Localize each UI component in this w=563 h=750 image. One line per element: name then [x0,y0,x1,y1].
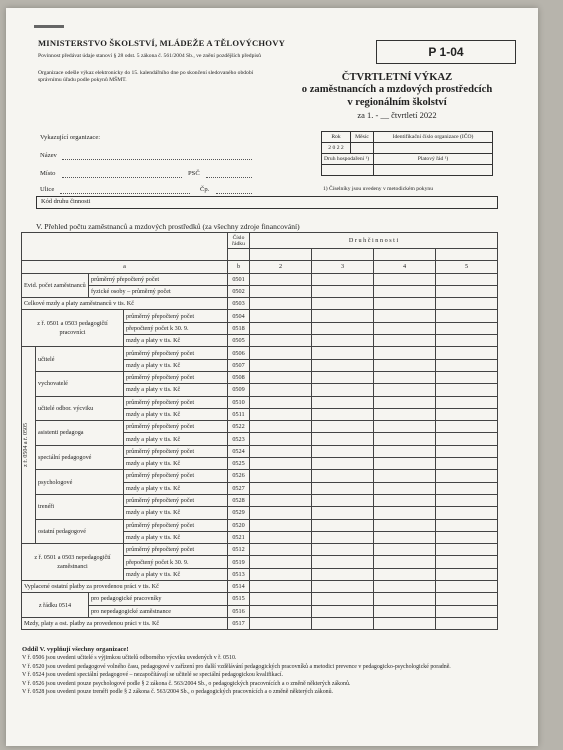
legal-note: Povinnost předávat údaje stanoví § 28 odst. 5 zákona č. 561/2004 Sb., ve znění pozdějších předpisů [38,53,261,59]
row-number: 0529 [228,507,250,519]
value-cell[interactable] [436,605,498,617]
value-cell[interactable] [312,531,374,543]
cp-label: Čp. [200,186,210,193]
value-cell[interactable] [250,359,312,371]
row-number: 0521 [228,531,250,543]
row-label: průměrný přepočtený počet [124,544,228,556]
staff-table [21,232,498,630]
table-row [22,233,498,249]
value-cell[interactable] [250,335,312,347]
row-label: mzdy a platy v tis. Kč [124,433,228,445]
value-cell[interactable] [250,445,312,457]
value-cell[interactable] [250,617,312,629]
col-header-number: Číslo řádku [228,233,250,249]
value-cell[interactable] [436,556,498,568]
row-number: 0515 [228,593,250,605]
row-label: průměrný přepočtený počet [124,519,228,531]
col-header-activity: D r u h č i n n o s t i [250,233,498,249]
value-cell[interactable] [374,544,436,556]
value-cell[interactable] [374,359,436,371]
row-label: průměrný přepočtený počet [124,396,228,408]
value-cell[interactable] [374,347,436,359]
value-cell[interactable] [250,298,312,310]
group-label: psychologové [36,470,124,495]
form-title: ČTVRTLETNÍ VÝKAZ [341,72,453,83]
table-row [22,285,498,297]
row-label: pro pedagogické pracovníky [89,593,228,605]
value-cell[interactable] [436,445,498,457]
value-cell[interactable] [312,568,374,580]
row-label: Mzdy, platy a ost. platby za provedenou práci v tis. Kč [22,617,228,629]
table-row [22,421,498,433]
footer-note-line: V ř. 0506 jsou uvedeni učitelé s výjimkou učitelů odborného výcviku uvedených v ř. 0510. [22,655,237,662]
value-cell[interactable] [374,396,436,408]
value-cell[interactable] [312,593,374,605]
value-cell[interactable] [250,384,312,396]
ico-value[interactable] [374,143,493,154]
value-cell[interactable] [250,408,312,420]
value-cell[interactable] [312,371,374,383]
footer-heading: Oddíl V. vyplňují všechny organizace! [22,646,129,653]
value-cell[interactable] [312,470,374,482]
name-field[interactable] [62,159,252,160]
value-cell[interactable] [250,531,312,543]
row-number: 0502 [228,285,250,297]
value-cell[interactable] [250,556,312,568]
row-label: mzdy a platy v tis. Kč [124,408,228,420]
row-label: průměrný přepočtený počet [124,421,228,433]
value-cell[interactable] [312,519,374,531]
row-label: pro nepedagogické zaměstnance [89,605,228,617]
value-cell[interactable] [250,593,312,605]
value-cell[interactable] [374,273,436,285]
form-subtitle: o zaměstnancích a mzdových prostředcích [301,84,493,95]
value-cell[interactable] [374,458,436,470]
col-header-sub [436,249,498,261]
cp-field[interactable] [216,193,252,194]
value-cell[interactable] [250,273,312,285]
value-cell[interactable] [374,285,436,297]
row-number: 0519 [228,556,250,568]
col-label-4: 4 [374,261,436,273]
table-row [22,371,498,383]
table-row [22,605,498,617]
row-label: mzdy a platy v tis. Kč [124,384,228,396]
value-cell[interactable] [374,445,436,457]
value-cell[interactable] [312,433,374,445]
value-cell[interactable] [436,322,498,334]
footer-note-line: V ř. 0526 jsou uvedeni pouze psychologové podle § 2 zákona č. 563/2004 Sb., o pedagogických pracovnících a o změně některých zákonů. [22,680,351,687]
value-cell[interactable] [312,310,374,322]
row-label: průměrný přepočtený počet [89,273,228,285]
platovy-rad-value[interactable] [374,165,493,176]
value-cell[interactable] [436,544,498,556]
row-label: mzdy a platy v tis. Kč [124,458,228,470]
id-table [321,131,493,176]
value-cell[interactable] [374,593,436,605]
row-label: mzdy a platy v tis. Kč [124,507,228,519]
row-label: průměrný přepočtený počet [124,445,228,457]
value-cell[interactable] [312,556,374,568]
psc-label: PSČ [188,170,200,177]
place-label: Místo [40,170,56,177]
value-cell[interactable] [250,310,312,322]
row-label: mzdy a platy v tis. Kč [124,568,228,580]
value-cell[interactable] [436,494,498,506]
table-row [22,445,498,457]
psc-field[interactable] [206,177,252,178]
ministry-name: MINISTERSTVO ŠKOLSTVÍ, MLÁDEŽE A TĚLOVÝCHOVY [38,38,286,48]
submission-note: Organizace odešle výkaz elektronicky do 15. kalendářního dne po skončení sledovaného období správnímu úřadu podle pokynů MŠMT. [38,70,254,83]
value-cell[interactable] [312,335,374,347]
value-cell[interactable] [374,322,436,334]
value-cell[interactable] [436,507,498,519]
row-number: 0508 [228,371,250,383]
row-label: přepočtený počet k 30. 9. [124,556,228,568]
vertical-label [22,347,36,544]
value-cell[interactable] [374,568,436,580]
row-number: 0522 [228,421,250,433]
row-number: 0525 [228,458,250,470]
row-number: 0504 [228,310,250,322]
col-header-sub [250,249,312,261]
value-cell[interactable] [250,519,312,531]
row-number: 0516 [228,605,250,617]
value-cell[interactable] [312,384,374,396]
value-cell[interactable] [250,482,312,494]
row-number: 0503 [228,298,250,310]
row-label: mzdy a platy v tis. Kč [124,335,228,347]
table-row [22,470,498,482]
group-label: asistenti pedagoga [36,421,124,446]
value-cell[interactable] [374,605,436,617]
value-cell[interactable] [374,384,436,396]
value-cell[interactable] [250,433,312,445]
ico-header: Identifikační číslo organizace (IČO) [374,132,493,143]
month-value[interactable] [351,143,374,154]
value-cell[interactable] [250,347,312,359]
row-label: fyzické osoby – průměrný počet [89,285,228,297]
row-label: mzdy a platy v tis. Kč [124,482,228,494]
value-cell[interactable] [250,581,312,593]
row-number: 0501 [228,273,250,285]
value-cell[interactable] [312,408,374,420]
table-row [22,261,498,273]
place-field[interactable] [62,177,182,178]
activity-code-box[interactable] [36,196,498,209]
street-label: Ulice [40,186,55,193]
row-number: 0520 [228,519,250,531]
value-cell[interactable] [312,458,374,470]
value-cell[interactable] [250,507,312,519]
value-cell[interactable] [312,482,374,494]
year-value[interactable]: 2 0 2 2 [322,143,351,154]
value-cell[interactable] [250,470,312,482]
value-cell[interactable] [374,581,436,593]
row-number: 0528 [228,494,250,506]
table-row [22,310,498,322]
year-header: Rok [322,132,351,143]
footer-note-line: V ř. 0520 jsou uvedeni pedagogové volného času, pedagogové v zařízení pro další vzdělávání pedagogických pracovníků a metodici prevence v pedagogicko-psychologické poradně. [22,663,451,670]
row-number: 0527 [228,482,250,494]
value-cell[interactable] [250,396,312,408]
value-cell[interactable] [436,396,498,408]
value-cell[interactable] [312,494,374,506]
value-cell[interactable] [250,421,312,433]
value-cell[interactable] [312,359,374,371]
value-cell[interactable] [436,335,498,347]
row-number: 0518 [228,322,250,334]
value-cell[interactable] [374,470,436,482]
row-number: 0505 [228,335,250,347]
value-cell[interactable] [250,285,312,297]
value-cell[interactable] [312,273,374,285]
value-cell[interactable] [250,605,312,617]
name-label: Název [40,152,57,159]
row-number: 0510 [228,396,250,408]
table-row [22,593,498,605]
section-title: V. Přehled počtu zaměstnanců a mzdových prostředků (za všechny zdroje financování) [36,222,300,231]
row-number: 0509 [228,384,250,396]
row-number: 0506 [228,347,250,359]
value-cell[interactable] [436,617,498,629]
value-cell[interactable] [312,581,374,593]
codebook-footnote: 1) Číselníky jsou uvedeny v metodickém pokynu [323,186,433,192]
value-cell[interactable] [312,421,374,433]
value-cell[interactable] [436,581,498,593]
footer-notes [22,646,522,696]
row-label: Celkové mzdy a platy zaměstnanců v tis. Kč [22,298,228,310]
footer-note-line: V ř. 0528 jsou uvedeni pouze trenéři podle § 2 zákona č. 563/2004 Sb., o pedagogických pracovnících a o změně některých zákonů. [22,689,334,696]
table-row [22,519,498,531]
month-header: Měsíc [351,132,374,143]
form-code: P 1-04 [376,40,516,64]
value-cell[interactable] [436,482,498,494]
row-number: 0513 [228,568,250,580]
value-cell[interactable] [374,494,436,506]
value-cell[interactable] [436,593,498,605]
value-cell[interactable] [436,421,498,433]
value-cell[interactable] [374,421,436,433]
row-number: 0507 [228,359,250,371]
platovy-rad[interactable]: Platový řád ¹) [374,154,493,165]
ped-label: z ř. 0501 a 0503 pedagogičtí pracovníci [22,310,124,347]
row-label: průměrný přepočtený počet [124,347,228,359]
row-label: mzdy a platy v tis. Kč [124,531,228,543]
value-cell[interactable] [250,371,312,383]
row-label: průměrný přepočtený počet [124,470,228,482]
value-cell[interactable] [436,408,498,420]
value-cell[interactable] [312,322,374,334]
value-cell[interactable] [312,605,374,617]
row-number: 0514 [228,581,250,593]
group-label: učitelé [36,347,124,372]
col-header-blank [22,233,228,261]
value-cell[interactable] [374,408,436,420]
value-cell[interactable] [374,507,436,519]
group-label: vychovatelé [36,371,124,396]
row-label: průměrný přepočtený počet [124,371,228,383]
value-cell[interactable] [436,470,498,482]
form-period: za 1. - __ čtvrtletí 2022 [357,110,437,120]
value-cell[interactable] [374,298,436,310]
table-row [22,273,498,285]
street-field[interactable] [60,193,190,194]
col-label-5: 5 [436,261,498,273]
col-label-a: a [22,261,228,273]
value-cell[interactable] [374,556,436,568]
reporting-org-label: Vykazující organizace: [40,134,101,141]
value-cell[interactable] [374,335,436,347]
table-row [22,617,498,629]
row-number: 0517 [228,617,250,629]
row-number: 0526 [228,470,250,482]
value-cell[interactable] [436,568,498,580]
value-cell[interactable] [374,371,436,383]
value-cell[interactable] [436,433,498,445]
neped-label: z ř. 0501 a 0503 nepedagogičtí zaměstnanci [22,544,124,581]
value-cell[interactable] [312,617,374,629]
value-cell[interactable] [374,519,436,531]
zradku-label: z řádku 0514 [22,593,89,618]
row-label: průměrný přepočtený počet [124,310,228,322]
group-label: speciální pedagogové [36,445,124,470]
value-cell[interactable] [374,482,436,494]
value-cell[interactable] [250,568,312,580]
row-number: 0523 [228,433,250,445]
col-header-b-blank [228,249,250,261]
value-cell[interactable] [250,322,312,334]
table-row [22,581,498,593]
value-cell[interactable] [312,507,374,519]
value-cell[interactable] [436,531,498,543]
value-cell[interactable] [374,531,436,543]
table-row [22,494,498,506]
form-subtitle-2: v regionálním školství [347,97,447,108]
value-cell[interactable] [250,544,312,556]
value-cell[interactable] [312,544,374,556]
row-label: průměrný přepočtený počet [124,494,228,506]
value-cell[interactable] [312,445,374,457]
row-label: Vyplacené ostatní platby za provedenou práci v tis. Kč [22,581,228,593]
value-cell[interactable] [436,347,498,359]
table-row [22,396,498,408]
evid-label: Evid. počet zaměstnanců [22,273,89,298]
group-label: trenéři [36,494,124,519]
value-cell[interactable] [374,310,436,322]
value-cell[interactable] [250,494,312,506]
activity-code-label: Kód druhu činnosti [41,198,91,205]
value-cell[interactable] [436,298,498,310]
value-cell[interactable] [312,347,374,359]
value-cell[interactable] [436,310,498,322]
col-header-sub [312,249,374,261]
group-label: ostatní pedagogové [36,519,124,544]
row-label: přepočtený počet k 30. 9. [124,322,228,334]
table-row [22,347,498,359]
footer-note-line: V ř. 0524 jsou uvedeni speciální pedagogové – nezapočítávají se učitelé se speciální pedagogickou kvalifikací. [22,672,283,679]
value-cell[interactable] [436,371,498,383]
value-cell[interactable] [374,433,436,445]
value-cell[interactable] [436,273,498,285]
pencil-mark [34,25,64,28]
col-header-sub [374,249,436,261]
table-row [22,298,498,310]
table-row [22,544,498,556]
value-cell[interactable] [436,519,498,531]
value-cell[interactable] [312,396,374,408]
value-cell[interactable] [436,458,498,470]
row-label: mzdy a platy v tis. Kč [124,359,228,371]
row-number: 0511 [228,408,250,420]
col-label-b: b [228,261,250,273]
value-cell[interactable] [312,298,374,310]
value-cell[interactable] [436,384,498,396]
druh-hospodareni-value[interactable] [322,165,374,176]
row-number: 0512 [228,544,250,556]
col-label-3: 3 [312,261,374,273]
row-number: 0524 [228,445,250,457]
value-cell[interactable] [312,285,374,297]
col-label-2: 2 [250,261,312,273]
druh-hospodareni[interactable]: Druh hospodaření ¹) [322,154,374,165]
value-cell[interactable] [374,617,436,629]
vertical-label-text: z ř. 0504 a ř. 0505 [23,423,29,468]
group-label: učitelé odbor. výcviku [36,396,124,421]
value-cell[interactable] [436,285,498,297]
value-cell[interactable] [250,458,312,470]
value-cell[interactable] [436,359,498,371]
